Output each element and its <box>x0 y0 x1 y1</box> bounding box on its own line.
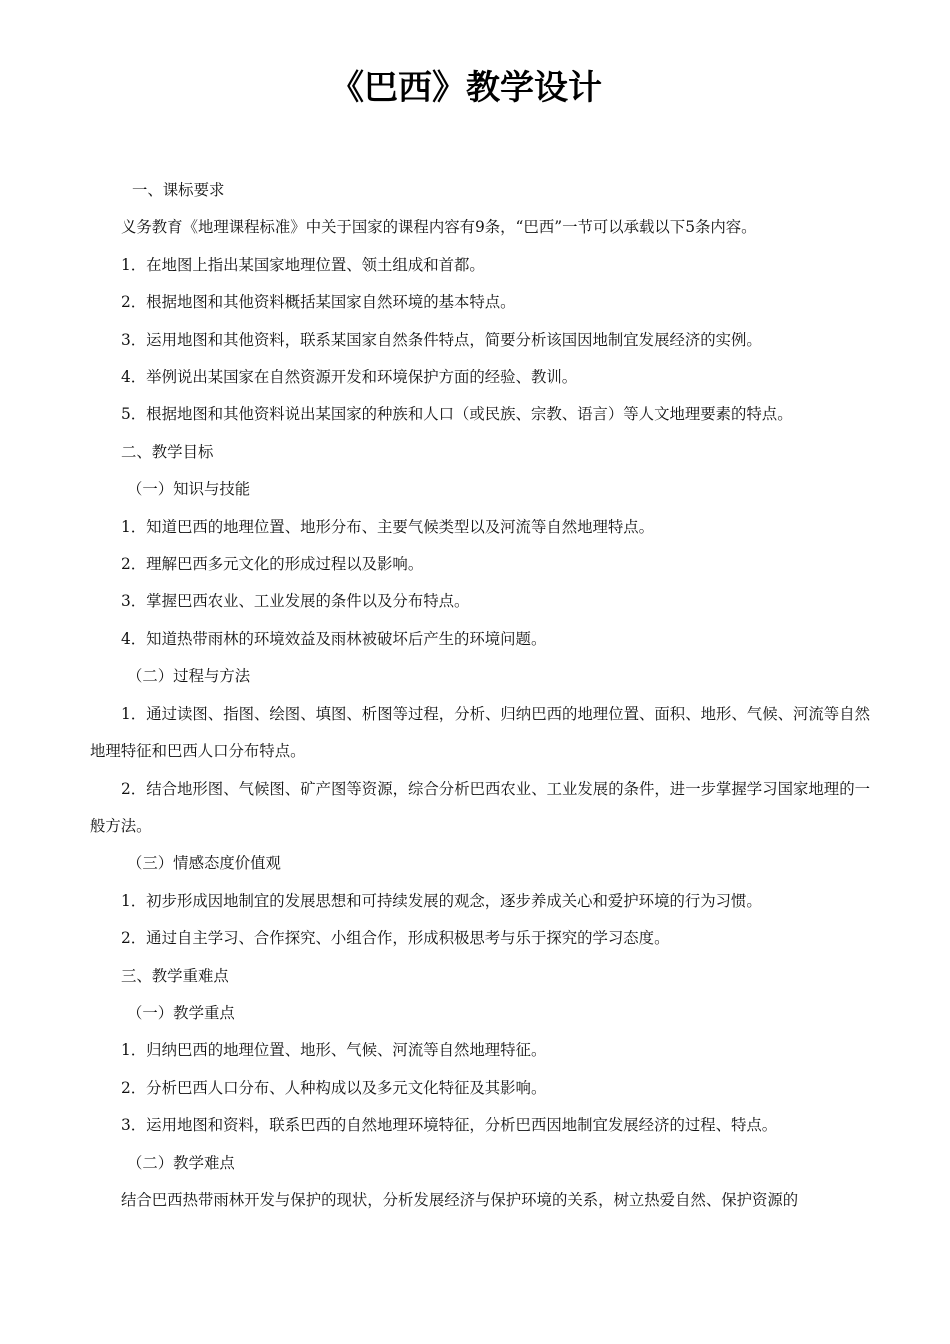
list-item: 1．在地图上指出某国家地理位置、领土组成和首都。 <box>121 255 485 274</box>
list-item: 5．根据地图和其他资料说出某国家的种族和人口（或民族、宗教、语言）等人文地理要素的特点。 <box>121 405 793 424</box>
paragraph: 义务教育《地理课程标准》中关于国家的课程内容有9条，“巴西”一节可以承载以下5条内容。 <box>121 218 757 237</box>
list-item: 1．通过读图、指图、绘图、填图、析图等过程，分析、归纳巴西的地理位置、面积、地形、气候、河流等自然地理特征和巴西人口分布特点。 <box>90 704 870 761</box>
section-heading: 一、课标要求 <box>132 181 225 199</box>
subsection-heading: （二）过程与方法 <box>127 667 251 686</box>
subsection-heading: （一）教学重点 <box>127 1003 235 1022</box>
subsection-heading: （三）情感态度价值观 <box>127 854 281 873</box>
list-item: 1．初步形成因地制宜的发展思想和可持续发展的观念，逐步养成关心和爱护环境的行为习惯。 <box>121 891 762 910</box>
section-heading: 三、教学重难点 <box>121 966 229 985</box>
document-body <box>90 172 870 1219</box>
list-item: 2．分析巴西人口分布、人种构成以及多元文化特征及其影响。 <box>121 1078 547 1097</box>
list-item: 1．知道巴西的地理位置、地形分布、主要气候类型以及河流等自然地理特点。 <box>121 517 655 536</box>
list-item: 1．归纳巴西的地理位置、地形、气候、河流等自然地理特征。 <box>121 1041 547 1060</box>
list-item: 2．理解巴西多元文化的形成过程以及影响。 <box>121 555 424 574</box>
subsection-heading: （一）知识与技能 <box>127 480 251 499</box>
list-item: 3．掌握巴西农业、工业发展的条件以及分布特点。 <box>121 592 470 611</box>
paragraph: 结合巴西热带雨林开发与保护的现状，分析发展经济与保护环境的关系，树立热爱自然、保护资源的 <box>121 1190 799 1209</box>
list-item: 4．知道热带雨林的环境效益及雨林被破坏后产生的环境问题。 <box>121 629 547 648</box>
subsection-heading: （二）教学难点 <box>127 1153 235 1172</box>
list-item: 2．通过自主学习、合作探究、小组合作，形成积极思考与乐于探究的学习态度。 <box>121 929 670 948</box>
list-item: 2．根据地图和其他资料概括某国家自然环境的基本特点。 <box>121 293 516 312</box>
list-item: 3．运用地图和其他资料，联系某国家自然条件特点，简要分析该国因地制宜发展经济的实例。 <box>121 330 762 349</box>
list-item: 3．运用地图和资料，联系巴西的自然地理环境特征，分析巴西因地制宜发展经济的过程、特点。 <box>121 1116 778 1135</box>
document-title: 《巴西》教学设计 <box>330 68 602 108</box>
list-item: 2．结合地形图、气候图、矿产图等资源，综合分析巴西农业、工业发展的条件，进一步掌握学习国家地理的一般方法。 <box>90 779 870 835</box>
list-item: 4．举例说出某国家在自然资源开发和环境保护方面的经验、教训。 <box>121 368 578 387</box>
section-heading: 二、教学目标 <box>121 442 214 461</box>
